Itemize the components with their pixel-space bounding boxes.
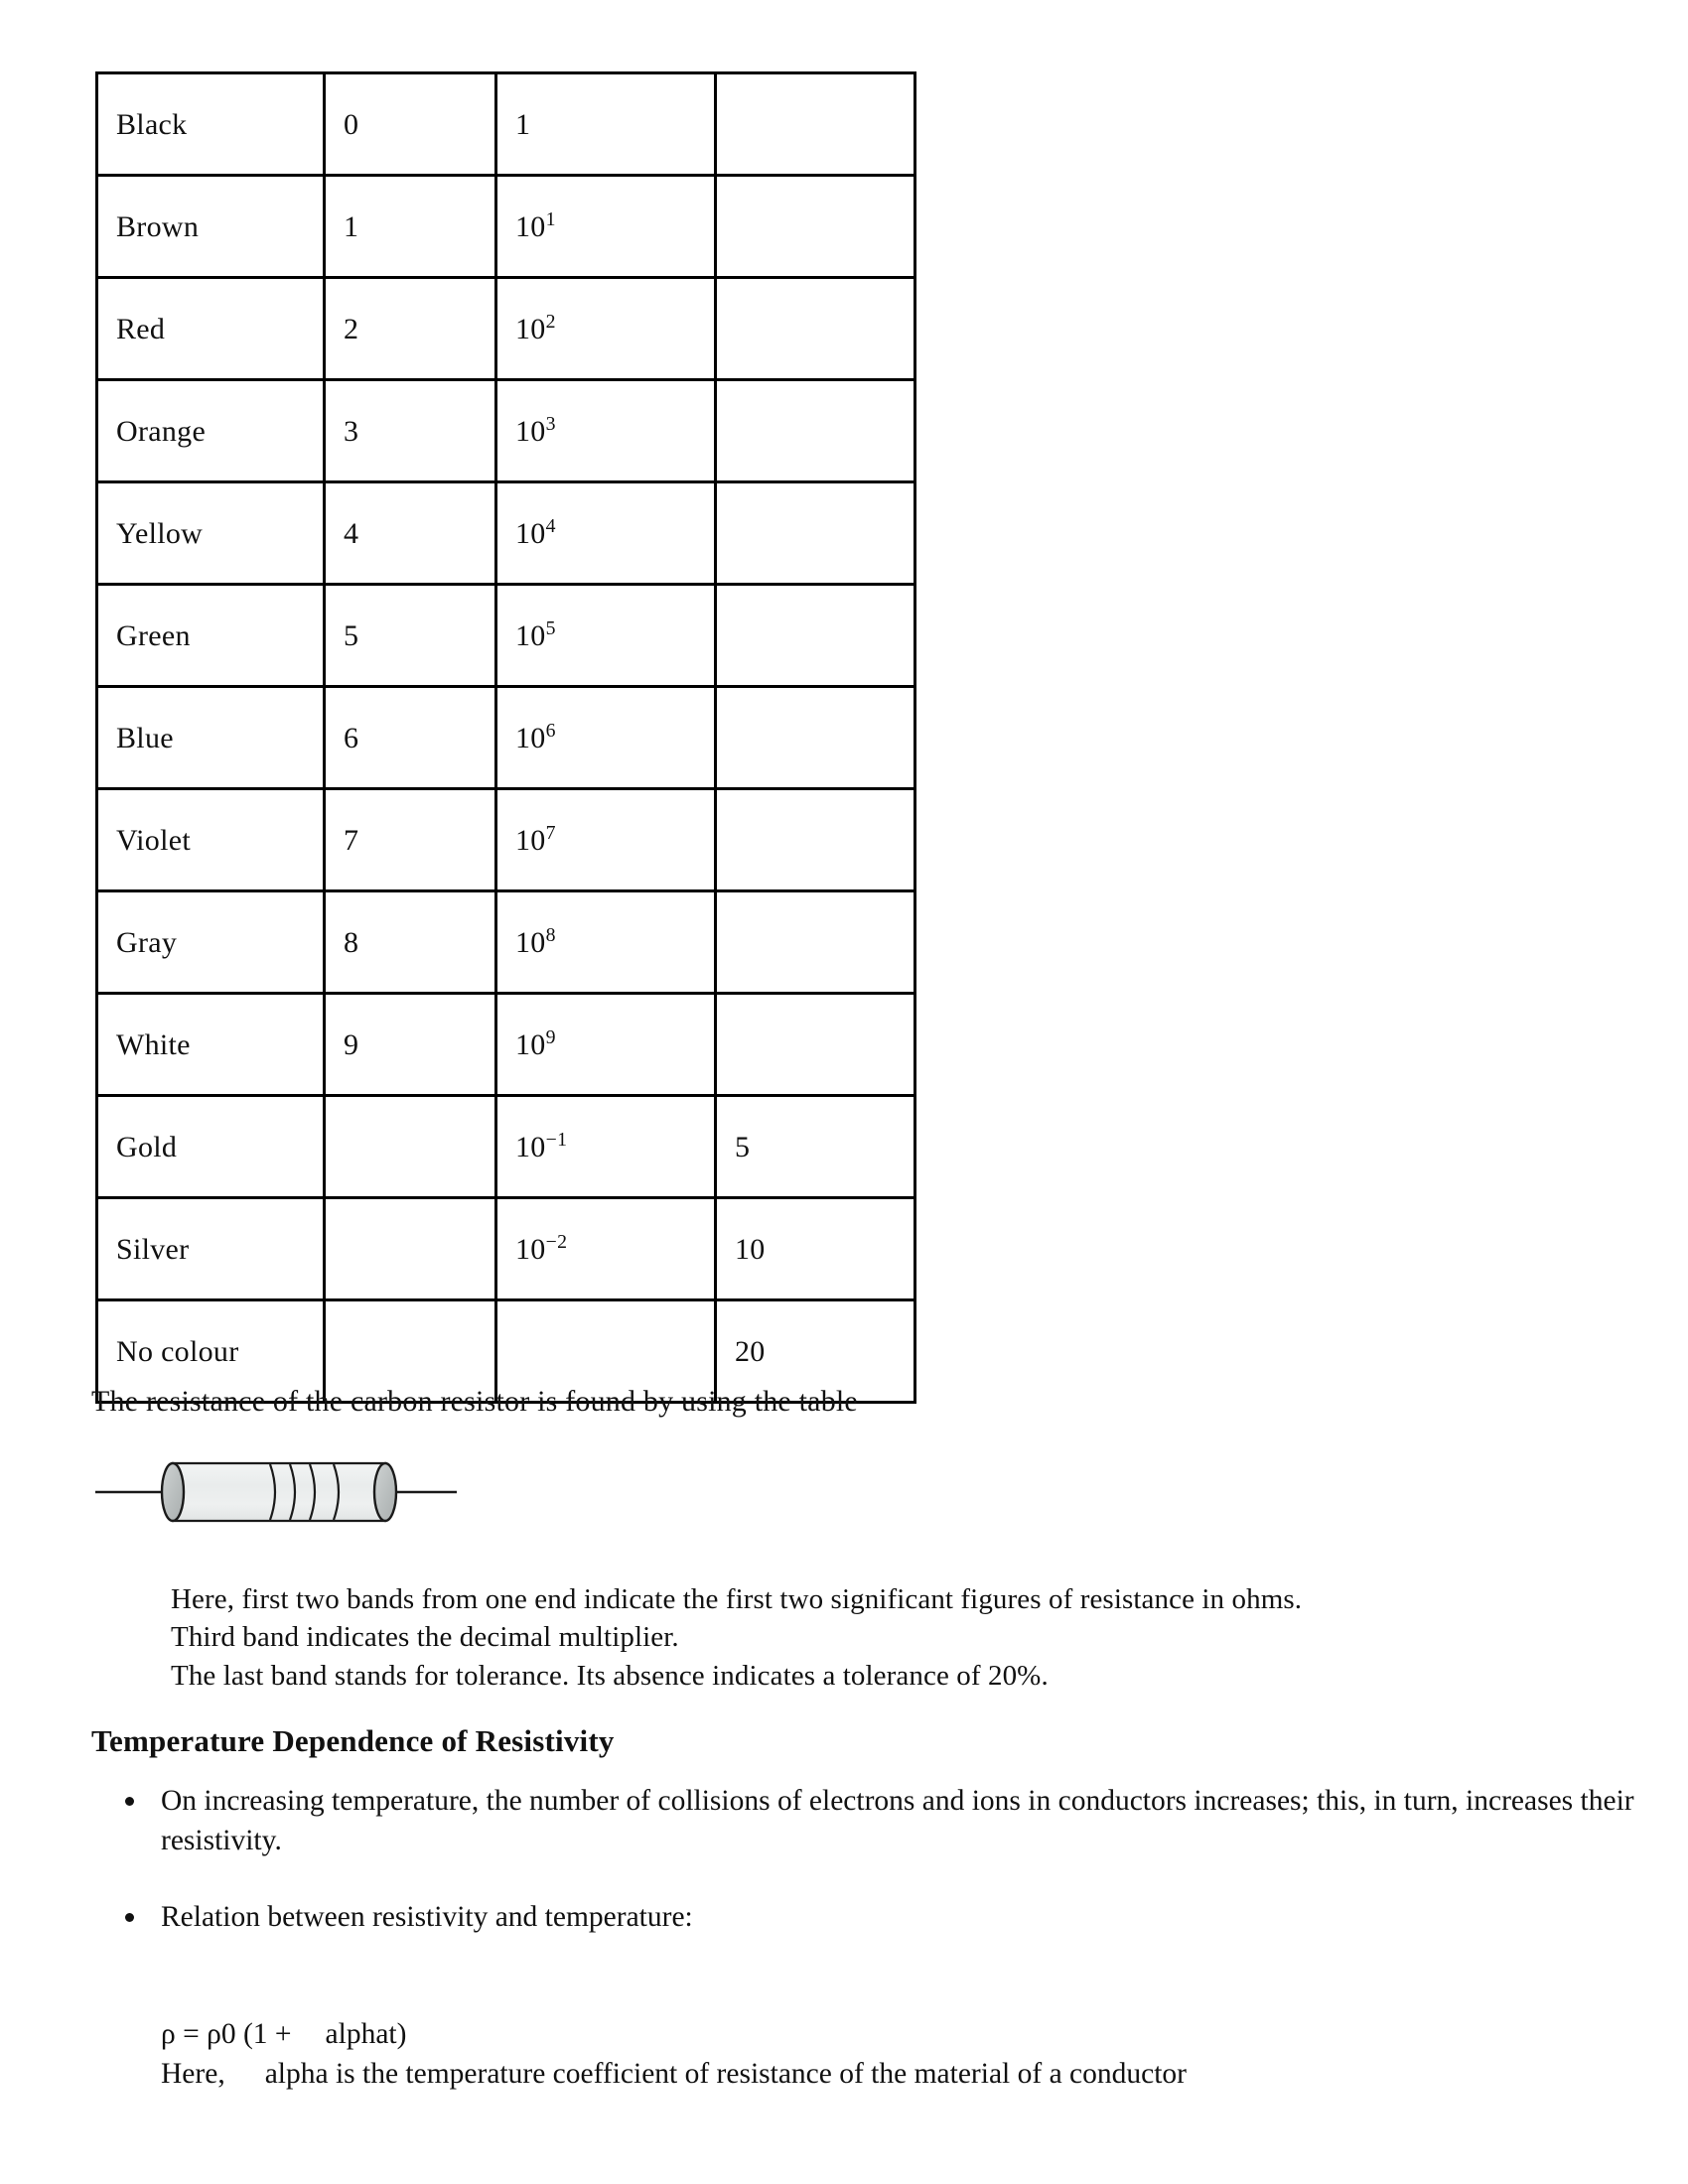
multiplier-base: 10 <box>515 925 546 959</box>
multiplier-base: 10 <box>515 516 546 550</box>
multiplier-base: 10 <box>515 823 546 857</box>
cell-colour: Red <box>97 278 325 380</box>
multiplier-base: 10 <box>515 209 546 243</box>
formula-note <box>161 2055 1551 2095</box>
multiplier-exponent: 3 <box>545 412 556 435</box>
multiplier-exponent: 4 <box>545 514 556 537</box>
formula-note-prefix: Here, <box>161 2057 225 2090</box>
table-row <box>97 994 915 1096</box>
right-end-cap <box>374 1463 396 1521</box>
left-end-cap <box>162 1463 184 1521</box>
cell-multiplier <box>496 994 716 1096</box>
cell-colour: Blue <box>97 687 325 789</box>
cell-colour: Silver <box>97 1198 325 1300</box>
multiplier-exponent: 9 <box>545 1025 556 1048</box>
table-row <box>97 1096 915 1198</box>
table-row <box>97 278 915 380</box>
table-body <box>97 73 915 1403</box>
bullet-dot-icon <box>125 1797 134 1806</box>
table-row <box>97 789 915 891</box>
table-row <box>97 687 915 789</box>
list-item-text: On increasing temperature, the number of collisions of electrons and ions in conductors increases; this, in turn, increases their resistivity. <box>161 1785 1634 1856</box>
cell-colour: Green <box>97 585 325 687</box>
cell-multiplier <box>496 278 716 380</box>
cell-tolerance: 5 <box>716 1096 915 1198</box>
table-row <box>97 1198 915 1300</box>
formula-equation <box>161 2015 1551 2055</box>
cell-number <box>325 1198 496 1300</box>
cell-colour: Orange <box>97 380 325 482</box>
cell-number: 6 <box>325 687 496 789</box>
multiplier-exponent: 6 <box>545 719 556 742</box>
list-item-text: Relation between resistivity and temperature: <box>161 1901 693 1934</box>
cell-tolerance <box>716 789 915 891</box>
cell-tolerance: 10 <box>716 1198 915 1300</box>
resistor-colour-code-table-wrapper <box>95 71 830 1404</box>
carbon-resistor-diagram <box>95 1437 562 1547</box>
table-row <box>97 73 915 176</box>
cell-multiplier <box>496 482 716 585</box>
cell-tolerance <box>716 278 915 380</box>
cell-number: 9 <box>325 994 496 1096</box>
multiplier-base: 10 <box>515 312 546 345</box>
resistor-body <box>173 1463 385 1521</box>
explanation-line-1: Here, first two bands from one end indicate the first two significant figures of resistance in ohms. <box>171 1583 1303 1615</box>
cell-multiplier <box>496 1198 716 1300</box>
multiplier-exponent: 7 <box>545 821 556 844</box>
multiplier-exponent: 1 <box>545 207 556 230</box>
cell-colour: Gold <box>97 1096 325 1198</box>
table-row <box>97 585 915 687</box>
cell-multiplier <box>496 73 716 176</box>
cell-tolerance <box>716 176 915 278</box>
cell-tolerance <box>716 73 915 176</box>
cell-multiplier <box>496 585 716 687</box>
cell-tolerance <box>716 482 915 585</box>
cell-multiplier <box>496 380 716 482</box>
cell-number: 0 <box>325 73 496 176</box>
cell-colour: Brown <box>97 176 325 278</box>
cell-number: 1 <box>325 176 496 278</box>
cell-multiplier <box>496 891 716 994</box>
cell-tolerance: 20 <box>716 1300 915 1403</box>
resistor-band-explanation <box>171 1580 1561 1695</box>
resistor-colour-code-table <box>95 71 916 1404</box>
cell-number: 4 <box>325 482 496 585</box>
cell-number: 3 <box>325 380 496 482</box>
multiplier-base: 10 <box>515 618 546 652</box>
cell-tolerance <box>716 891 915 994</box>
cell-tolerance <box>716 585 915 687</box>
cell-number <box>325 1096 496 1198</box>
cell-colour: Black <box>97 73 325 176</box>
multiplier-exponent: −1 <box>545 1128 568 1151</box>
explanation-line-3: The last band stands for tolerance. Its absence indicates a tolerance of 20%. <box>171 1659 1049 1692</box>
multiplier-base: 10 <box>515 721 546 754</box>
multiplier-exponent: −2 <box>545 1230 568 1253</box>
cell-number: 5 <box>325 585 496 687</box>
cell-colour: Yellow <box>97 482 325 585</box>
lead-paragraph: The resistance of the carbon resistor is found by using the table <box>91 1385 858 1418</box>
table-row <box>97 380 915 482</box>
multiplier-base: 1 <box>515 107 531 141</box>
table-row <box>97 176 915 278</box>
formula-note-text: alpha is the temperature coefficient of resistance of the material of a conductor <box>264 2057 1187 2090</box>
multiplier-exponent: 2 <box>545 310 556 333</box>
list-item <box>161 1782 1640 1860</box>
cell-colour: White <box>97 994 325 1096</box>
formula-equation-lhs: ρ = ρ0 (1 + <box>161 2018 292 2050</box>
resistor-svg <box>95 1437 562 1547</box>
cell-multiplier <box>496 687 716 789</box>
table-row <box>97 482 915 585</box>
cell-colour: Gray <box>97 891 325 994</box>
table-row <box>97 891 915 994</box>
resistivity-formula-block <box>161 2015 1551 2094</box>
cell-colour: No colour <box>97 1300 325 1403</box>
formula-equation-rhs: alphat) <box>325 2018 407 2050</box>
explanation-line-2: Third band indicates the decimal multiplier. <box>171 1621 679 1654</box>
section-heading-temperature-dependence: Temperature Dependence of Resistivity <box>91 1723 615 1758</box>
cell-number: 8 <box>325 891 496 994</box>
multiplier-exponent: 5 <box>545 616 556 639</box>
temperature-dependence-bullet-list <box>91 1782 1640 1976</box>
cell-number: 7 <box>325 789 496 891</box>
cell-number: 2 <box>325 278 496 380</box>
cell-tolerance <box>716 380 915 482</box>
cell-multiplier <box>496 789 716 891</box>
cell-multiplier <box>496 1096 716 1198</box>
cell-colour: Violet <box>97 789 325 891</box>
cell-tolerance <box>716 687 915 789</box>
bullet-dot-icon <box>125 1913 134 1922</box>
multiplier-exponent: 8 <box>545 923 556 946</box>
cell-tolerance <box>716 994 915 1096</box>
multiplier-base: 10 <box>515 1232 546 1266</box>
list-item <box>161 1898 1640 1938</box>
multiplier-base: 10 <box>515 1130 546 1163</box>
multiplier-base: 10 <box>515 414 546 448</box>
cell-multiplier <box>496 176 716 278</box>
multiplier-base: 10 <box>515 1027 546 1061</box>
